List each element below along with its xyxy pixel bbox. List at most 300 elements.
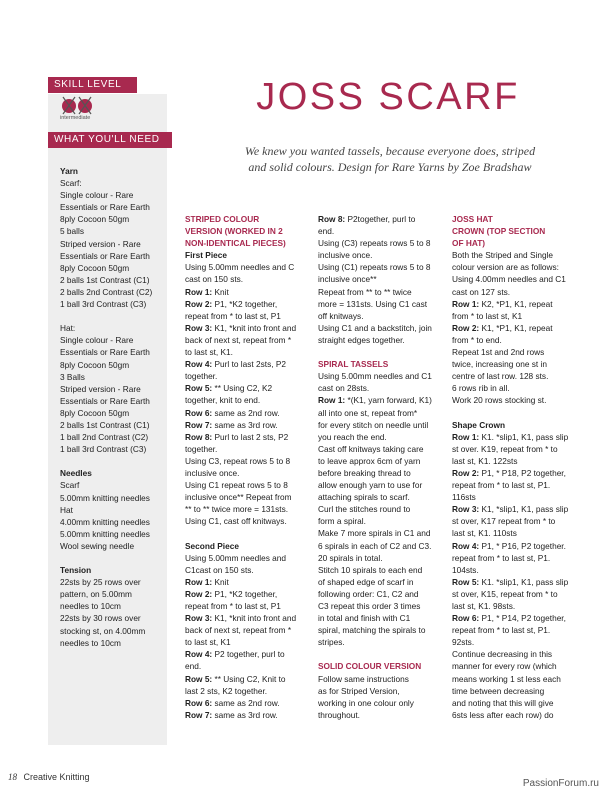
- pattern-line: [452, 286, 580, 298]
- line-text: st over, K17 repeat from * to: [452, 516, 556, 527]
- page-number: 18: [8, 772, 17, 782]
- materials-list: [60, 165, 168, 649]
- skill-level-header: SKILL LEVEL: [48, 77, 137, 93]
- row-label: Row 4:: [185, 359, 213, 370]
- line-text: repeat from * to last st, P1.: [452, 552, 551, 563]
- line-text: repeat from * to last st, P1: [185, 310, 281, 321]
- spacer: [60, 455, 168, 467]
- line-text: more = 131sts. Using C1 cast: [318, 298, 428, 309]
- pattern-line: [318, 237, 446, 249]
- material-line: 1 ball 3rd Contrast (C3): [60, 444, 147, 455]
- pattern-line: [318, 697, 446, 709]
- line-text: inclusive once.: [318, 250, 373, 261]
- line-text: straight edges together.: [318, 334, 405, 345]
- page-title: JOSS SCARF: [256, 76, 520, 118]
- line-text: K1. *slip1, K1, pass slip: [479, 576, 569, 587]
- pattern-line: [185, 346, 313, 358]
- pattern-line: [318, 225, 446, 237]
- material-line: Striped version - Rare: [60, 238, 141, 249]
- material-line: 8ply Cocoon 50gm: [60, 262, 130, 273]
- line-text: end.: [185, 661, 202, 672]
- line-text: Knit: [212, 286, 229, 297]
- line-text: together.: [185, 371, 218, 382]
- line-text: back of next st, repeat from *: [185, 625, 292, 636]
- line-text: P1, *K2 together,: [212, 298, 278, 309]
- pattern-line: [318, 479, 446, 491]
- pattern-line: [452, 503, 580, 515]
- line-text: off knitways.: [318, 310, 364, 321]
- line-text: means working 1 st less each: [452, 673, 561, 684]
- row-label: Row 6:: [452, 613, 480, 624]
- line-text: Cast off knitways taking care: [318, 443, 424, 454]
- row-label: Row 4:: [452, 540, 480, 551]
- row-label: Row 7:: [185, 709, 213, 720]
- line-text: in total and finish with C1: [318, 613, 411, 624]
- pattern-line: [185, 503, 313, 515]
- spacer: [185, 527, 313, 539]
- material-line: 5 balls: [60, 226, 84, 237]
- pattern-line: [318, 273, 446, 285]
- material-line: Single colour - Rare: [60, 190, 134, 201]
- material-line: Single colour - Rare: [60, 335, 134, 346]
- line-text: OF HAT): [452, 238, 486, 249]
- line-text: K1. *slip1, K1, pass slip: [479, 431, 569, 442]
- material-line: 5.00mm knitting needles: [60, 528, 150, 539]
- material-line: 1 ball 2nd Contrast (C2): [60, 432, 149, 443]
- material-line: Hat:: [60, 323, 76, 334]
- section-heading: [318, 660, 446, 672]
- row-label: Row 8:: [185, 431, 213, 442]
- line-text: Purl to last 2sts, P2: [212, 359, 286, 370]
- line-text: Repeat from ** to ** twice: [318, 286, 412, 297]
- line-text: Stitch 10 spirals to each end: [318, 564, 423, 575]
- line-text: Using 5.00mm needles and: [185, 552, 287, 563]
- pattern-line: [185, 431, 313, 443]
- pattern-line: [452, 479, 580, 491]
- pattern-line: [318, 685, 446, 697]
- line-text: repeat from * to last st, P1.: [452, 625, 551, 636]
- pattern-line: [185, 660, 313, 672]
- line-text: back of next st, repeat from *: [185, 334, 292, 345]
- section-heading: [318, 358, 446, 370]
- line-text: P1, *K2 together,: [212, 588, 278, 599]
- line-text: Purl to last 2 sts, P2: [212, 431, 289, 442]
- pattern-line: [318, 419, 446, 431]
- line-text: same as 2nd row.: [212, 407, 280, 418]
- material-line: pattern, on 5.00mm: [60, 589, 132, 600]
- pattern-line: [452, 515, 580, 527]
- line-text: 6 spirals in each of C2 and C3.: [318, 540, 432, 551]
- line-text: Using C1, cast off knitways.: [185, 516, 287, 527]
- pattern-line: [452, 576, 580, 588]
- material-line: Essentials or Rare Earth: [60, 395, 150, 406]
- row-label: Row 3:: [185, 613, 213, 624]
- section-heading: [452, 237, 580, 249]
- pattern-line: [318, 527, 446, 539]
- line-text: throughout.: [318, 709, 360, 720]
- pattern-line: [452, 709, 580, 721]
- pattern-line: [318, 515, 446, 527]
- pattern-line: [452, 588, 580, 600]
- pattern-line: [185, 697, 313, 709]
- section-heading: Needles: [60, 468, 92, 479]
- row-label: Row 3:: [452, 504, 480, 515]
- line-text: Using C3, repeat rows 5 to 8: [185, 455, 291, 466]
- pattern-line: [185, 624, 313, 636]
- line-text: Using (C1) repeats rows 5 to 8: [318, 262, 431, 273]
- line-text: P1, * P14, P2 together,: [479, 613, 566, 624]
- pattern-line: [318, 322, 446, 334]
- line-text: K1, *P1, K1, repeat: [479, 322, 553, 333]
- pattern-line: [318, 491, 446, 503]
- pattern-line: [318, 370, 446, 382]
- material-line: 8ply Cocoon 50gm: [60, 407, 130, 418]
- line-text: Both the Striped and Single: [452, 250, 554, 261]
- line-text: STRIPED COLOUR: [185, 214, 260, 224]
- pattern-line: [185, 479, 313, 491]
- line-text: st over, K15, repeat from * to: [452, 588, 558, 599]
- line-text: form a spiral.: [318, 516, 366, 527]
- row-label: Row 1:: [185, 286, 213, 297]
- pattern-line: [318, 636, 446, 648]
- line-text: from * to end.: [452, 334, 502, 345]
- pattern-line: [318, 431, 446, 443]
- pattern-line: [185, 394, 313, 406]
- line-text: cast on 150 sts.: [185, 274, 244, 285]
- pattern-line: [185, 648, 313, 660]
- line-text: Make 7 more spirals in C1 and: [318, 528, 431, 539]
- sub-heading: [185, 249, 313, 261]
- material-line: needles to 10cm: [60, 637, 121, 648]
- line-text: cast on 28sts.: [318, 383, 370, 394]
- line-text: Curl the stitches round to: [318, 504, 411, 515]
- pattern-line: [185, 298, 313, 310]
- pattern-line: [185, 322, 313, 334]
- line-text: you reach the end.: [318, 431, 387, 442]
- pattern-line: [185, 407, 313, 419]
- line-text: P2together, purl to: [345, 214, 416, 224]
- pattern-line: [452, 527, 580, 539]
- pattern-line: [452, 540, 580, 552]
- line-text: end.: [318, 226, 335, 237]
- material-line: needles to 10cm: [60, 601, 121, 612]
- line-text: together, knit to end.: [185, 395, 261, 406]
- sub-heading: [452, 419, 580, 431]
- pattern-line: [185, 370, 313, 382]
- line-text: together.: [185, 443, 218, 454]
- line-text: Repeat 1st and 2nd rows: [452, 347, 545, 358]
- pattern-line: [318, 286, 446, 298]
- pattern-line: [452, 249, 580, 261]
- yarn-balls-icon: [60, 95, 100, 115]
- row-label: Row 2:: [185, 588, 213, 599]
- row-label: Row 1:: [318, 395, 346, 406]
- material-line: Scarf:: [60, 178, 82, 189]
- row-label: Row 6:: [185, 407, 213, 418]
- line-text: working in one colour only: [318, 697, 414, 708]
- material-line: 2 balls 2nd Contrast (C2): [60, 286, 153, 297]
- line-text: colour version are as follows:: [452, 262, 559, 273]
- material-line: 22sts by 25 rows over: [60, 577, 141, 588]
- section-heading: [452, 213, 580, 225]
- pattern-line: [452, 697, 580, 709]
- line-text: spiral, matching the spirals to: [318, 625, 426, 636]
- pattern-line: [318, 588, 446, 600]
- pattern-line: [452, 660, 580, 672]
- line-text: JOSS HAT: [452, 214, 493, 224]
- pattern-line: [185, 467, 313, 479]
- line-text: cast on 127 sts.: [452, 286, 511, 297]
- pattern-line: [452, 455, 580, 467]
- line-text: following order: C1, C2 and: [318, 588, 419, 599]
- pattern-line: [318, 673, 446, 685]
- pattern-line: [318, 394, 446, 406]
- line-text: repeat from * to last st, P1.: [452, 480, 551, 491]
- magazine-name: Creative Knitting: [23, 772, 90, 782]
- line-text: C3 repeat this order 3 times: [318, 601, 421, 611]
- line-text: inclusive once.: [185, 467, 240, 478]
- line-text: Using C1 repeat rows 5 to 8: [185, 480, 288, 491]
- material-line: Hat: [60, 504, 73, 515]
- skill-level-badge: [60, 95, 120, 125]
- line-text: NON-IDENTICAL PIECES): [185, 238, 286, 249]
- row-label: Row 5:: [185, 673, 213, 684]
- pattern-line: [185, 709, 313, 721]
- intro-text: [214, 144, 566, 175]
- line-text: Shape Crown: [452, 419, 506, 430]
- line-text: P2 together, purl to: [212, 649, 285, 660]
- line-text: to last st, K1.: [185, 347, 233, 358]
- line-text: before breaking thread to: [318, 467, 411, 478]
- pattern-line: [452, 491, 580, 503]
- line-text: Using (C3) repeats rows 5 to 8: [318, 238, 431, 249]
- pattern-line: [185, 552, 313, 564]
- line-text: Using 5.00mm needles and C1: [318, 371, 432, 382]
- pattern-line: [185, 673, 313, 685]
- line-text: ** Using C2, K2: [212, 383, 273, 394]
- line-text: P1, * P16, P2 together.: [479, 540, 566, 551]
- pattern-line: [185, 382, 313, 394]
- line-text: last 2 sts, K2 together.: [185, 685, 268, 696]
- pattern-line: [185, 310, 313, 322]
- pattern-line: [318, 503, 446, 515]
- row-label: Row 2:: [185, 298, 213, 309]
- pattern-line: [318, 552, 446, 564]
- spacer: [60, 310, 168, 322]
- pattern-line: [318, 249, 446, 261]
- pattern-line: [318, 382, 446, 394]
- material-line: Scarf: [60, 480, 80, 491]
- pattern-line: [452, 370, 580, 382]
- line-text: repeat from * to last st, P1: [185, 601, 281, 611]
- pattern-line: [185, 491, 313, 503]
- spacer: [452, 407, 580, 419]
- line-text: First Piece: [185, 250, 227, 261]
- sub-heading: [185, 540, 313, 552]
- spacer: [318, 346, 446, 358]
- line-text: 92sts.: [452, 637, 475, 648]
- pattern-line: [452, 600, 580, 612]
- watermark: PassionForum.ru: [522, 778, 599, 789]
- pattern-line: [452, 334, 580, 346]
- pattern-line: [452, 648, 580, 660]
- material-line: Essentials or Rare Earth: [60, 250, 150, 261]
- pattern-line: [185, 588, 313, 600]
- pattern-line: [185, 261, 313, 273]
- material-line: 22sts by 30 rows over: [60, 613, 141, 624]
- pattern-line: [452, 322, 580, 334]
- pattern-column-2: [318, 213, 446, 721]
- pattern-column-3: [452, 213, 580, 721]
- line-text: twice, increasing one st in: [452, 359, 548, 370]
- row-label: Row 2:: [452, 467, 480, 478]
- pattern-line: [185, 685, 313, 697]
- line-text: st over. K19, repeat from * to: [452, 443, 558, 454]
- section-heading: [185, 225, 313, 237]
- pattern-line: [452, 443, 580, 455]
- pattern-line: [452, 298, 580, 310]
- line-text: ** Using C2, Knit to: [212, 673, 286, 684]
- skill-level-text: intermediate: [60, 115, 91, 121]
- material-line: 8ply Cocoon 50gm: [60, 214, 130, 225]
- line-text: 116sts: [452, 492, 476, 503]
- pattern-line: [318, 261, 446, 273]
- pattern-line: [452, 467, 580, 479]
- pattern-line: [318, 334, 446, 346]
- section-heading: Tension: [60, 565, 92, 576]
- line-text: from * to last st, K1: [452, 310, 523, 321]
- intro-line: and solid colours. Design for Rare Yarns by Zoe Bradshaw: [248, 159, 532, 174]
- pattern-line: [318, 455, 446, 467]
- pattern-line: [185, 576, 313, 588]
- line-text: attaching spirals to scarf.: [318, 492, 410, 503]
- pattern-line: [452, 358, 580, 370]
- line-text: last st, K1. 98sts.: [452, 601, 516, 611]
- line-text: K1, *knit into front and: [212, 322, 297, 333]
- line-text: Using 4.00mm needles and C1: [452, 274, 566, 285]
- pattern-line: [318, 213, 446, 225]
- pattern-line: [185, 286, 313, 298]
- spacer: [60, 552, 168, 564]
- line-text: for every stitch on needle until: [318, 419, 429, 430]
- row-label: Row 1:: [452, 298, 480, 309]
- line-text: all into one st, repeat from*: [318, 407, 418, 418]
- row-label: Row 2:: [452, 322, 480, 333]
- line-text: as for Striped Version,: [318, 685, 400, 696]
- line-text: K1, *knit into front and: [212, 613, 297, 624]
- pattern-line: [452, 673, 580, 685]
- line-text: CROWN (TOP SECTION: [452, 226, 546, 237]
- line-text: 20 spirals in total.: [318, 552, 383, 563]
- line-text: same as 3rd row.: [212, 709, 278, 720]
- pattern-line: [185, 273, 313, 285]
- row-label: Row 5:: [185, 383, 213, 394]
- line-text: 6 rows rib in all.: [452, 383, 510, 394]
- line-text: K1, *slip1, K1, pass slip: [479, 504, 569, 515]
- line-text: VERSION (WORKED IN 2: [185, 226, 283, 237]
- pattern-line: [452, 273, 580, 285]
- pattern-line: [452, 612, 580, 624]
- line-text: P1, * P18, P2 together,: [479, 467, 566, 478]
- pattern-line: [185, 564, 313, 576]
- spacer: [318, 648, 446, 660]
- pattern-column-1: [185, 213, 313, 721]
- row-label: Row 4:: [185, 649, 213, 660]
- line-text: stripes.: [318, 637, 345, 648]
- line-text: and noting that this will give: [452, 697, 554, 708]
- pattern-line: [185, 636, 313, 648]
- row-label: Row 5:: [452, 576, 480, 587]
- pattern-line: [318, 709, 446, 721]
- line-text: centre of last row. 128 sts.: [452, 371, 549, 382]
- row-label: Row 7:: [185, 419, 213, 430]
- line-text: inclusive once** Repeat from: [185, 492, 292, 503]
- pattern-line: [452, 624, 580, 636]
- pattern-line: [452, 636, 580, 648]
- line-text: last st, K1. 122sts: [452, 455, 518, 466]
- material-line: Striped version - Rare: [60, 383, 141, 394]
- pattern-line: [318, 612, 446, 624]
- line-text: same as 2nd row.: [212, 697, 280, 708]
- pattern-line: [185, 358, 313, 370]
- line-text: SOLID COLOUR VERSION: [318, 661, 422, 672]
- line-text: Second Piece: [185, 540, 239, 551]
- line-text: to leave approx 6cm of yarn: [318, 455, 421, 466]
- row-label: Row 3:: [185, 322, 213, 333]
- line-text: 104sts.: [452, 564, 479, 575]
- material-line: 4.00mm knitting needles: [60, 516, 150, 527]
- pattern-line: [318, 624, 446, 636]
- material-line: stocking st, on 4.00mm: [60, 625, 146, 636]
- line-text: ** to ** twice more = 131sts.: [185, 504, 289, 515]
- pattern-line: [452, 382, 580, 394]
- pattern-line: [185, 515, 313, 527]
- line-text: SPIRAL TASSELS: [318, 359, 389, 370]
- line-text: manner for every row (which: [452, 661, 557, 672]
- material-line: 2 balls 1st Contrast (C1): [60, 274, 150, 285]
- line-text: of shaped edge of scarf in: [318, 576, 414, 587]
- row-label: Row 1:: [452, 431, 480, 442]
- line-text: allow enough yarn to use for: [318, 480, 423, 491]
- pattern-line: [318, 600, 446, 612]
- what-youll-need-header: WHAT YOU'LL NEED: [48, 132, 172, 148]
- material-line: Wool sewing needle: [60, 540, 135, 551]
- line-text: last st, K1. 110sts: [452, 528, 517, 539]
- line-text: K2, *P1, K1, repeat: [479, 298, 553, 309]
- line-text: Knit: [212, 576, 229, 587]
- row-label: Row 6:: [185, 697, 213, 708]
- material-line: 2 balls 1st Contrast (C1): [60, 419, 150, 430]
- section-heading: [185, 213, 313, 225]
- pattern-line: [185, 334, 313, 346]
- pattern-line: [185, 600, 313, 612]
- line-text: *(K1, yarn forward, K1): [345, 395, 432, 406]
- pattern-line: [318, 443, 446, 455]
- page-footer: [8, 772, 90, 782]
- section-heading: Yarn: [60, 166, 78, 176]
- material-line: 3 Balls: [60, 371, 85, 382]
- pattern-line: [452, 552, 580, 564]
- pattern-line: [318, 467, 446, 479]
- line-text: Using 5.00mm needles and C: [185, 262, 295, 273]
- material-line: Essentials or Rare Earth: [60, 202, 150, 213]
- material-line: 1 ball 3rd Contrast (C3): [60, 299, 147, 310]
- material-line: Essentials or Rare Earth: [60, 347, 150, 358]
- pattern-line: [185, 443, 313, 455]
- row-label: Row 8:: [318, 214, 346, 224]
- pattern-line: [318, 540, 446, 552]
- line-text: C1cast on 150 sts.: [185, 564, 254, 575]
